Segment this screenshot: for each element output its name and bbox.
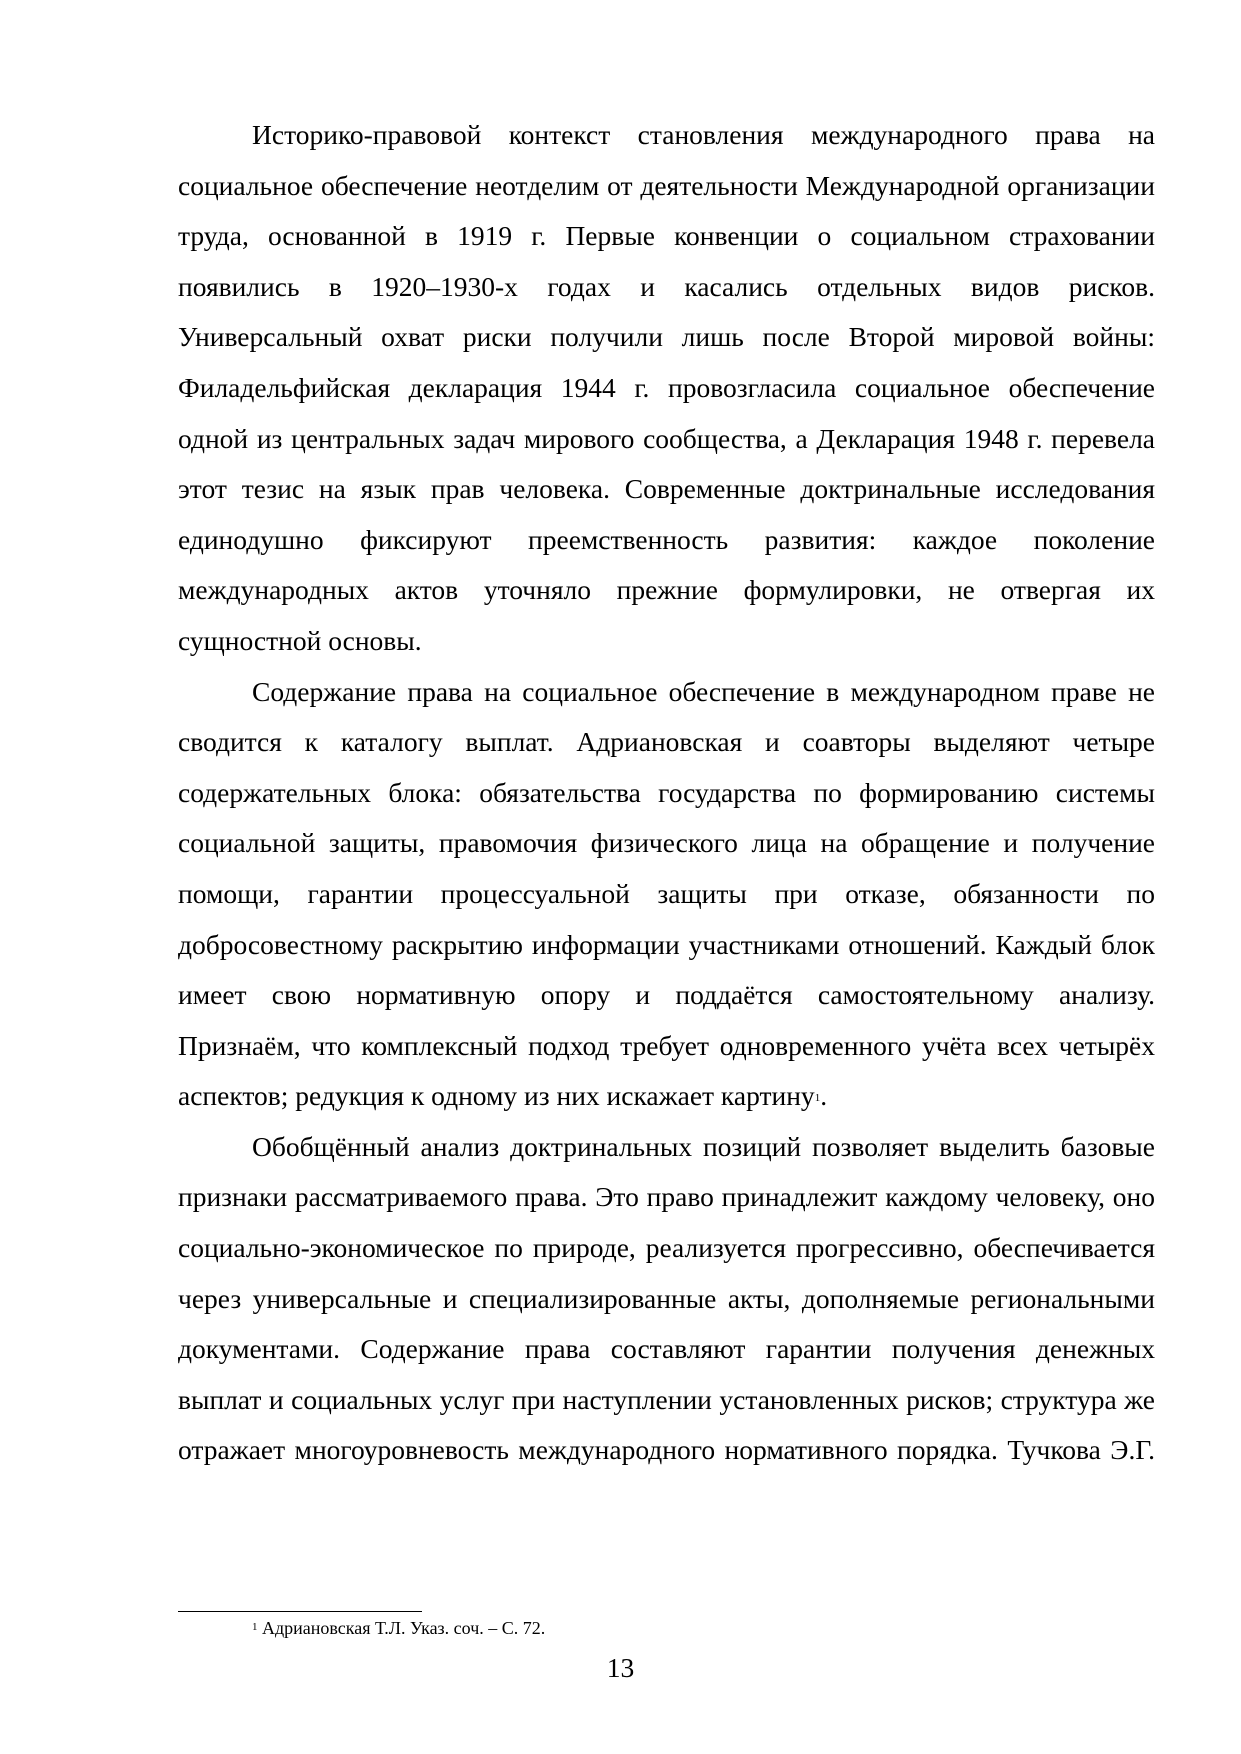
footnote-reference[interactable]: 1 [814,1092,821,1105]
paragraph-2-tail: . [820,1080,828,1112]
footnote-mark: 1 [252,1621,258,1633]
paragraph-2-text: Содержание права на социальное обеспечение в международном праве не сводится к каталогу выплат. Адриановская и соавторы выделяют четыре содержательных блока: обязательства государства по формированию системы социальной защиты, правомочия физического лица на обращение и получение помощи, гарантии процессуальной защиты при отказе, обязанности по добросовестному раскрытию информации участниками отношений. Каждый блок имеет свою нормативную опору и поддаётся самостоятельному анализу. Признаём, что комплексный подход требует одновременного учёта всех четырёх аспектов; редукция к одному из них искажает картину [178,675,1155,1112]
footnote [252,1617,545,1639]
footnote-separator [178,1611,422,1612]
paragraph-1 [178,110,1155,667]
paragraph-3 [178,1122,1155,1476]
page-number: 13 [606,1652,635,1683]
footnote-text: Адриановская Т.Л. Указ. соч. – С. 72. [262,1618,546,1638]
paragraph-2 [178,667,1155,1122]
paragraph-1-text: Историко-правовой контекст становления международного права на социальное обеспечение неотделим от деятельности Международной организации труда, основанной в 1919 г. Первые конвенции о социальном страховании появились в 1920–1930-х годах и касались отдельных видов рисков. Универсальный охват риски получили лишь после Второй мировой войны: Филадельфийская декларация 1944 г. провозгласила социальное обеспечение одной из центральных задач мирового сообщества, а Декларация 1948 г. перевела этот тезис на язык прав человека. Современные доктринальные исследования единодушно фиксируют преемственность развития: каждое поколение международных актов уточняло прежние формулировки, не отвергая их сущностной основы. [178,119,1155,656]
paragraph-3-text: Обобщённый анализ доктринальных позиций позволяет выделить базовые признаки рассматриваемого права. Это право принадлежит каждому человеку, оно социально-экономическое по природе, реализуется прогрессивно, обеспечивается через универсальные и специализированные акты, дополняемые региональными документами. Содержание права составляют гарантии получения денежных выплат и социальных услуг при наступлении установленных рисков; структура же отражает многоуровневость международного нормативного порядка. Тучкова Э.Г. [178,1130,1155,1466]
body-text [178,110,1155,1476]
